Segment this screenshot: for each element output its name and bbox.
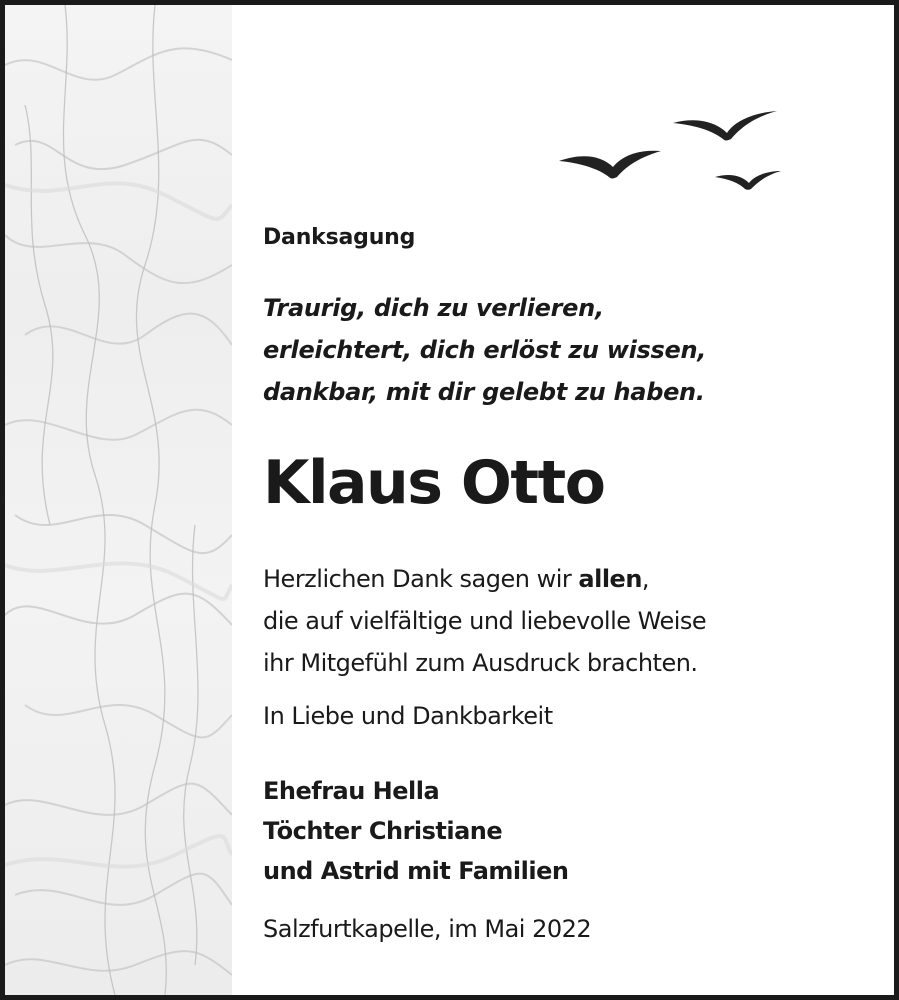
signer: Töchter Christiane <box>263 817 503 845</box>
signer: und Astrid mit Familien <box>263 857 569 885</box>
quote-line: Traurig, dich zu verlieren, <box>263 294 604 322</box>
closing-phrase: In Liebe und Dankbarkeit <box>263 702 553 730</box>
marble-texture-panel <box>5 5 232 995</box>
thanks-line <box>263 558 706 600</box>
quote <box>263 287 706 413</box>
thanks-line1-pre: Herzlichen Dank sagen wir <box>263 565 579 593</box>
thanks-line: die auf vielfältige und liebevolle Weise <box>263 607 707 635</box>
thanks-emphasis: allen <box>578 565 642 593</box>
deceased-name: Klaus Otto <box>263 448 605 518</box>
quote-line: dankbar, mit dir gelebt zu haben. <box>263 378 705 406</box>
thanks-text <box>263 558 706 684</box>
signers <box>263 771 568 891</box>
heading: Danksagung <box>263 225 416 250</box>
signer: Ehefrau Hella <box>263 777 440 805</box>
flying-birds-icon <box>555 103 785 193</box>
marble-veins <box>5 5 232 995</box>
thanks-line1-post: , <box>641 565 650 593</box>
thanks-line: ihr Mitgefühl zum Ausdruck brachten. <box>263 649 698 677</box>
quote-line: erleichtert, dich erlöst zu wissen, <box>263 336 707 364</box>
place-date: Salzfurtkapelle, im Mai 2022 <box>263 915 592 943</box>
